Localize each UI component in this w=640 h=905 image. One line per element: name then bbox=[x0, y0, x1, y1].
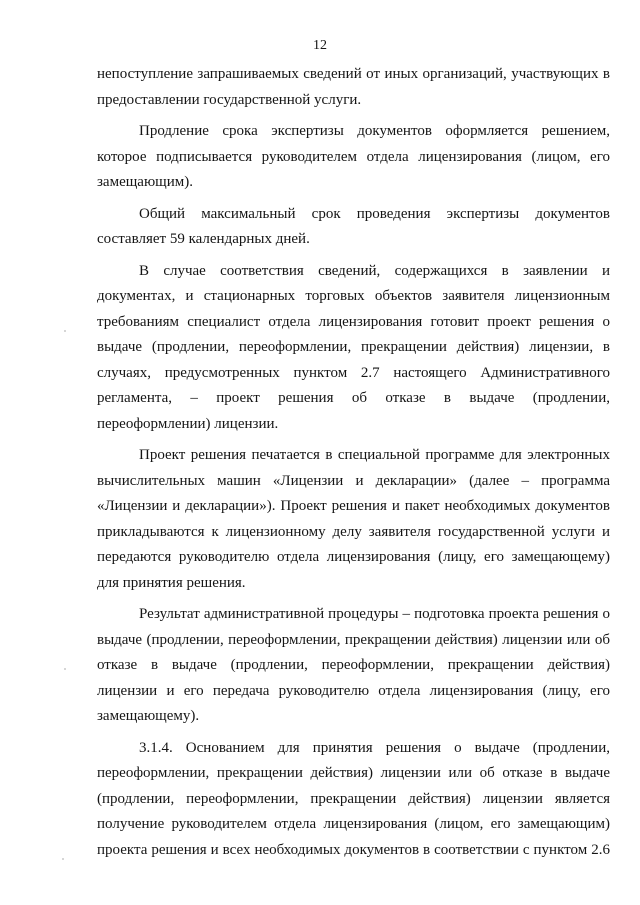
paragraph-section-3-1-4: 3.1.4. Основанием для принятия решения о выдаче (продлении, переоформлении, прекращении действия) лицензии или об отказе в выдаче (продлении, переоформлении, прекращении действия) лицензии является получение руководителем отдела лицензирования (лицом, его замещающим) проекта решения и всех необходимых документов в соответствии с пунктом 2.6 bbox=[97, 739, 610, 858]
paragraph-continuation: непоступление запрашиваемых сведений от иных организаций, участвующих в предоставлении государственной услуги. bbox=[97, 66, 610, 108]
paragraph-extension-decision: Продление срока экспертизы документов оформляется решением, которое подписывается руководителем отдела лицензирования (лицом, его замещающим). bbox=[97, 123, 610, 190]
paragraph-draft-decision: Проект решения печатается в специальной программе для электронных вычислительных машин «Лицензии и декларации» (далее – программа «Лицензии и декларации»). Проект решения и пакет необходимых документов прикладываются к лицензионному делу заявителя государственной услуги и передаются руководителю отдела лицензирования (лицу, его замещающему) для принятия решения. bbox=[97, 447, 610, 591]
scan-speck bbox=[64, 668, 66, 670]
paragraph-max-term: Общий максимальный срок проведения экспертизы документов составляет 59 календарных дней. bbox=[97, 205, 610, 247]
scan-speck bbox=[62, 858, 64, 860]
document-body bbox=[97, 62, 610, 863]
page-number: 12 bbox=[313, 38, 327, 53]
paragraph-compliance: В случае соответствия сведений, содержащихся в заявлении и документах, и стационарных торговых объектов заявителя лицензионным требованиям специалист отдела лицензирования готовит проект решения о выдаче (продлении, переоформлении, прекращении действия) лицензии, в случаях, предусмотренных пунктом 2.7 настоящего Административного регламента, – проект решения об отказе в выдаче (продлении, переоформлении) лицензии. bbox=[97, 262, 610, 432]
scan-speck bbox=[64, 330, 66, 332]
paragraph-procedure-result: Результат административной процедуры – подготовка проекта решения о выдаче (продлении, переоформлении, прекращении действия) лицензии или об отказе в выдаче (продлении, переоформлении, прекращении действия) лицензии и его передача руководителю отдела лицензирования (лицу, его замещающему). bbox=[97, 606, 610, 724]
